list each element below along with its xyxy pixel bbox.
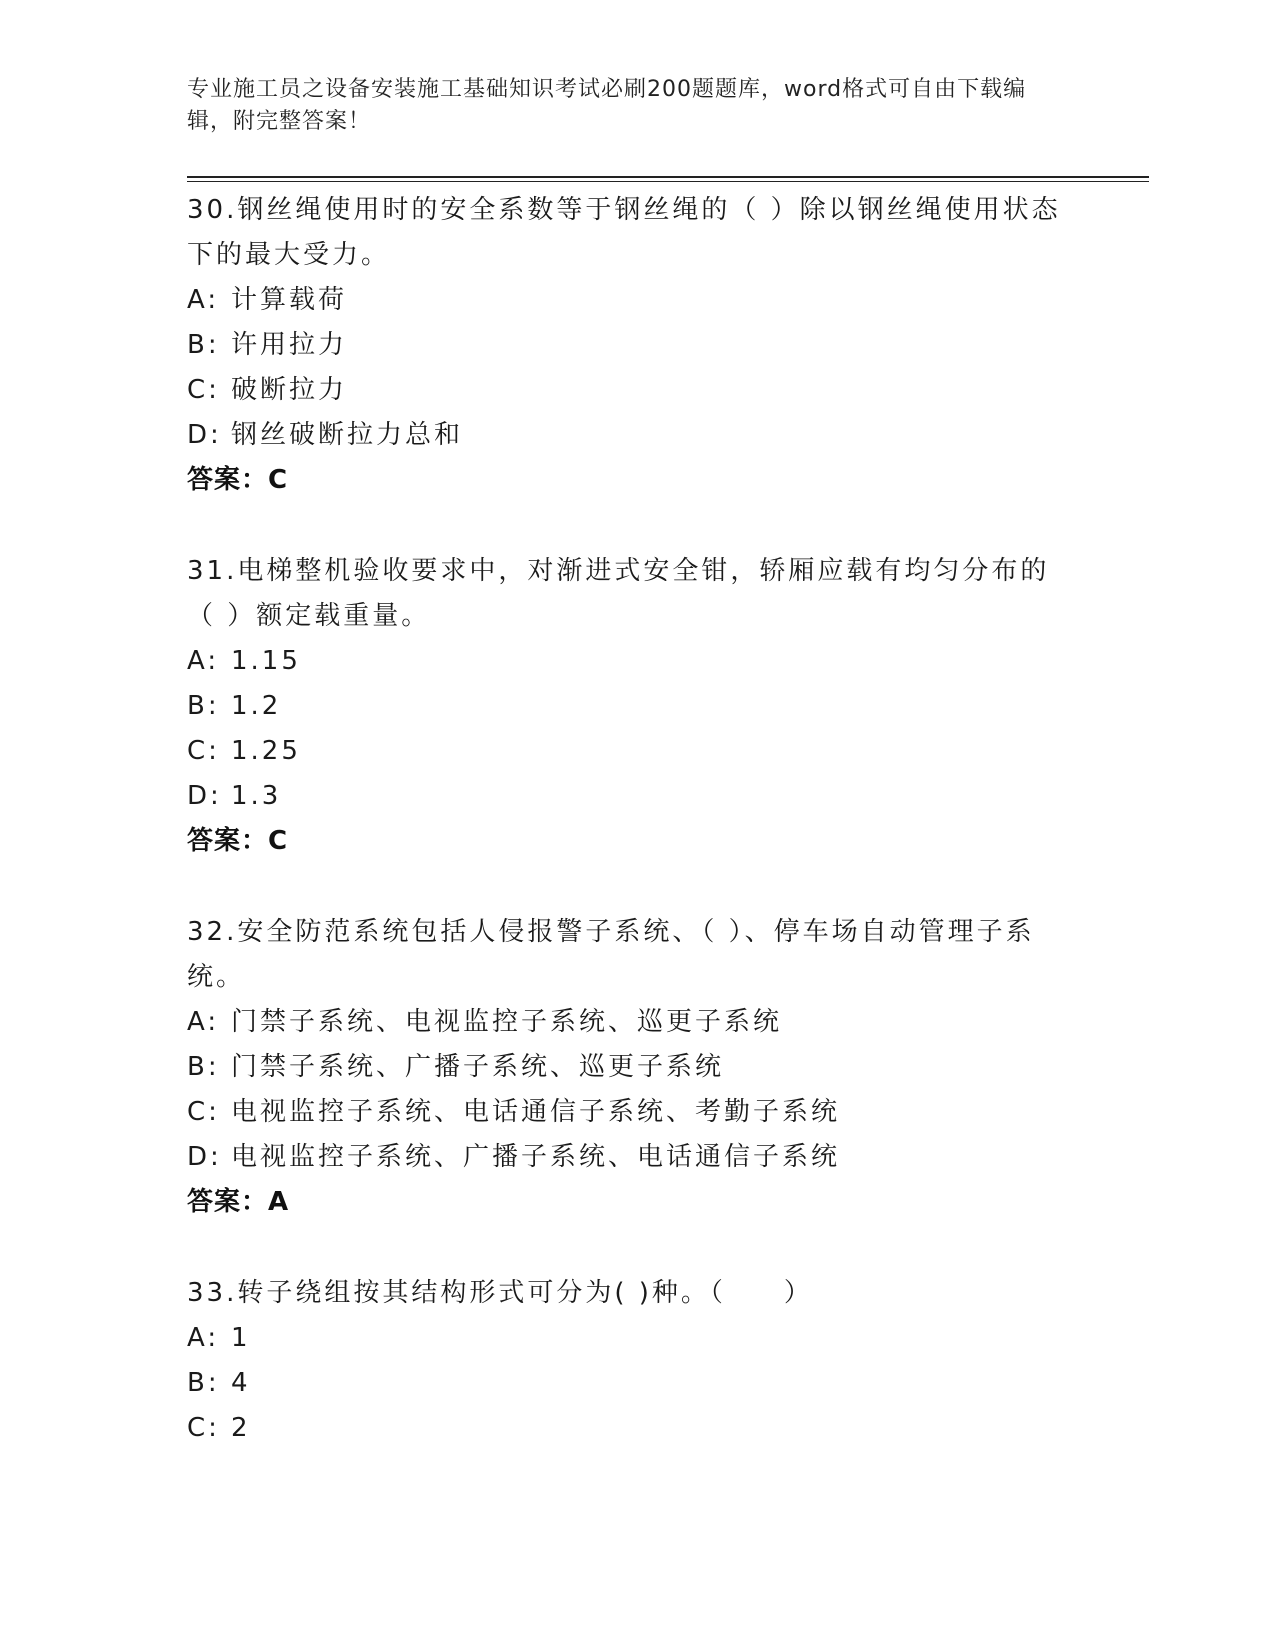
answer-text: 答案：A: [187, 1187, 290, 1217]
option-b: [187, 1361, 1067, 1406]
option-text: 钢丝破断拉力总和: [231, 420, 464, 450]
option-letter: D:: [187, 420, 222, 450]
option-letter: D:: [187, 1142, 222, 1172]
question-item: [187, 910, 1067, 1225]
question-text: 31.电梯整机验收要求中，对渐进式安全钳，轿厢应载有均匀分布的（ ）额定载重量。: [187, 556, 1050, 631]
option-c: [187, 1406, 1067, 1451]
option-letter: A:: [187, 1323, 220, 1353]
option-c: [187, 1090, 1067, 1135]
option-text: 4: [231, 1368, 251, 1398]
option-c: [187, 368, 1067, 413]
option-text: 1.2: [231, 691, 282, 721]
option-b: [187, 323, 1067, 368]
option-text: 破断拉力: [231, 375, 348, 405]
question-item: [187, 188, 1067, 503]
question-item: [187, 1271, 1067, 1451]
option-letter: D:: [187, 781, 222, 811]
document-header: 专业施工员之设备安装施工基础知识考试必刷200题题库，word格式可自由下载编辑，附完整答案！: [187, 77, 1027, 134]
option-text: 门禁子系统、广播子系统、巡更子系统: [231, 1052, 725, 1082]
question-item: [187, 549, 1067, 864]
header-divider: [187, 176, 1149, 178]
option-letter: A:: [187, 285, 220, 315]
option-text: 电视监控子系统、电话通信子系统、考勤子系统: [231, 1097, 841, 1127]
option-d: [187, 774, 1067, 819]
option-letter: C:: [187, 375, 220, 405]
option-text: 门禁子系统、电视监控子系统、巡更子系统: [231, 1007, 783, 1037]
option-b: [187, 1045, 1067, 1090]
option-c: [187, 729, 1067, 774]
option-letter: B:: [187, 330, 220, 360]
option-letter: B:: [187, 1052, 220, 1082]
option-letter: C:: [187, 736, 220, 766]
question-text: 32.安全防范系统包括人侵报警子系统、（ ）、停车场自动管理子系统。: [187, 917, 1035, 992]
option-letter: C:: [187, 1413, 220, 1443]
option-b: [187, 684, 1067, 729]
option-text: 1: [231, 1323, 251, 1353]
answer-text: 答案：C: [187, 826, 289, 856]
option-text: 1.25: [231, 736, 301, 766]
option-text: 计算载荷: [231, 285, 348, 315]
option-d: [187, 1135, 1067, 1180]
option-a: [187, 278, 1067, 323]
option-text: 1.15: [231, 646, 301, 676]
question-text: 33.转子绕组按其结构形式可分为( )种。（ ）: [187, 1278, 813, 1308]
question-text: 30.钢丝绳使用时的安全系数等于钢丝绳的（ ）除以钢丝绳使用状态下的最大受力。: [187, 195, 1061, 270]
option-text: 2: [231, 1413, 251, 1443]
header-divider-thin: [187, 181, 1149, 182]
option-d: [187, 413, 1067, 458]
option-letter: B:: [187, 1368, 220, 1398]
option-letter: B:: [187, 691, 220, 721]
option-text: 1.3: [231, 781, 282, 811]
option-letter: C:: [187, 1097, 220, 1127]
option-text: 电视监控子系统、广播子系统、电话通信子系统: [231, 1142, 841, 1172]
option-a: [187, 1316, 1067, 1361]
option-a: [187, 639, 1067, 684]
option-a: [187, 1000, 1067, 1045]
option-letter: A:: [187, 1007, 220, 1037]
option-letter: A:: [187, 646, 220, 676]
option-text: 许用拉力: [231, 330, 348, 360]
answer-text: 答案：C: [187, 465, 289, 495]
question-list: [187, 188, 1067, 1497]
